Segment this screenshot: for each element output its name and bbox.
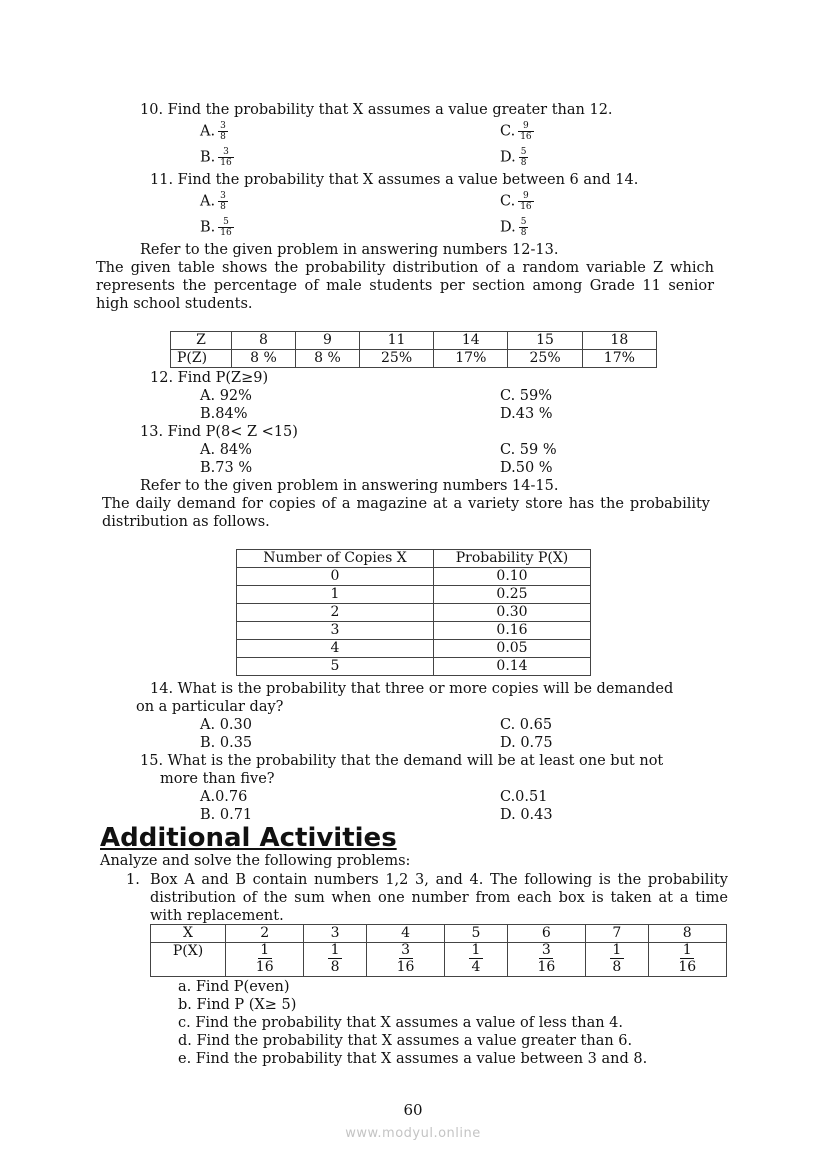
magazine-distribution-table <box>236 549 591 676</box>
q13-option-c: C. 59 % <box>500 442 557 458</box>
q11-option-d: D. $\frac{5}{8}$ <box>500 217 527 238</box>
q12-option-a: A. 92% <box>200 388 252 404</box>
q14-option-c: C. 0.65 <box>500 717 553 733</box>
q15-option-b: B. 0.71 <box>200 807 253 823</box>
table-row: 5 0.14 <box>237 658 591 676</box>
q10-option-b: B. $\frac{3}{16}$ <box>200 147 232 168</box>
q12-option-d: D.43 % <box>500 406 553 422</box>
section-intro: Analyze and solve the following problems: <box>100 853 411 869</box>
sub-question-a: a. Find P(even) <box>178 979 290 995</box>
fraction: $\frac{5}{16}$ <box>220 217 232 238</box>
q12-option-b: B.84% <box>200 406 248 422</box>
question-11: 11. Find the probability that X assumes a value between 6 and 14. <box>150 172 639 188</box>
fraction: $\frac{1}{8}$ <box>328 943 342 975</box>
q14-option-a: A. 0.30 <box>200 717 252 733</box>
q11-option-c: C. $\frac{9}{16}$ <box>500 191 532 212</box>
fraction: $\frac{9}{16}$ <box>520 121 532 142</box>
fraction: $\frac{1}{4}$ <box>469 943 483 975</box>
table-row: 4 0.05 <box>237 640 591 658</box>
sub-question-b: b. Find P (X≥ 5) <box>178 997 297 1013</box>
q15-option-c: C.0.51 <box>500 789 548 805</box>
question-15-line1: 15. What is the probability that the demand will be at least one but not <box>140 753 664 769</box>
q10-option-d: D. $\frac{5}{8}$ <box>500 147 527 168</box>
item-text: Box A and B contain numbers 1,2 3, and 4. The following is the probability distribution of the sum when one number from each box is taken at a time with replacement. <box>150 872 728 924</box>
table-header-row: Number of Copies X Probability P(X) <box>237 550 591 568</box>
q11-option-a: A. $\frac{3}{8}$ <box>200 191 226 212</box>
table-row: 2 0.30 <box>237 604 591 622</box>
fraction: $\frac{3}{16}$ <box>396 942 415 975</box>
item-number: 1. <box>126 872 140 888</box>
q10-option-a: A. $\frac{3}{8}$ <box>200 121 226 142</box>
page-number: 60 <box>403 1101 423 1119</box>
question-14-line1: 14. What is the probability that three or more copies will be demanded <box>150 681 674 697</box>
fraction: $\frac{3}{8}$ <box>220 121 226 142</box>
table-row: 3 0.16 <box>237 622 591 640</box>
sub-question-c: c. Find the probability that X assumes a value of less than 4. <box>178 1015 624 1031</box>
q12-option-c: C. 59% <box>500 388 553 404</box>
question-12: 12. Find P(Z≥9) <box>150 370 269 386</box>
question-13: 13. Find P(8< Z <15) <box>140 424 298 440</box>
q15-option-a: A.0.76 <box>200 789 248 805</box>
refer-14-15: Refer to the given problem in answering numbers 14-15. <box>140 478 559 494</box>
sum-distribution-table <box>150 924 727 977</box>
q14-option-d: D. 0.75 <box>500 735 553 751</box>
fraction: $\frac{1}{16}$ <box>255 942 274 975</box>
q13-option-a: A. 84% <box>200 442 252 458</box>
q13-option-b: B.73 % <box>200 460 253 476</box>
fraction: $\frac{5}{8}$ <box>520 217 527 238</box>
fraction: $\frac{3}{16}$ <box>537 942 556 975</box>
q13-option-d: D.50 % <box>500 460 553 476</box>
refer-12-13: Refer to the given problem in answering numbers 12-13. <box>140 242 559 258</box>
fraction: $\frac{1}{16}$ <box>678 942 697 975</box>
q15-option-d: D. 0.43 <box>500 807 553 823</box>
table-row: Z 8 9 11 14 15 18 <box>171 332 657 350</box>
sub-question-d: d. Find the probability that X assumes a value greater than 6. <box>178 1033 633 1049</box>
table-row: 0 0.10 <box>237 568 591 586</box>
q11-option-b: B. $\frac{5}{16}$ <box>200 217 232 238</box>
table-row: P(X) $\frac{1}{16}$ $\frac{1}{8}$ $\frac{3}{16}$ $\frac{1}{4}$ $\frac{3}{16}$ $\frac{1}{8}$ $\frac{1}{16}$ <box>151 943 727 977</box>
q14-option-b: B. 0.35 <box>200 735 253 751</box>
section-heading: Additional Activities <box>100 823 397 853</box>
watermark: www.modyul.online <box>345 1126 481 1141</box>
z-distribution-table <box>170 331 657 368</box>
question-14-line2: on a particular day? <box>136 699 284 715</box>
question-10: 10. Find the probability that X assumes a value greater than 12. <box>140 102 613 118</box>
fraction: $\frac{9}{16}$ <box>520 191 532 212</box>
fraction: $\frac{5}{8}$ <box>520 147 527 168</box>
table-row: X 2 3 4 5 6 7 8 <box>151 925 727 943</box>
q10-option-c: C. $\frac{9}{16}$ <box>500 121 532 142</box>
paragraph-z-distribution: The given table shows the probability distribution of a random variable Z which represents the percentage of male students per section among Grade 11 senior high school students. <box>96 260 714 312</box>
fraction: $\frac{3}{8}$ <box>220 191 226 212</box>
sub-question-e: e. Find the probability that X assumes a value between 3 and 8. <box>178 1051 648 1067</box>
paragraph-magazine: The daily demand for copies of a magazine at a variety store has the probability distribution as follows. <box>102 496 710 530</box>
fraction: $\frac{1}{8}$ <box>610 943 624 975</box>
fraction: $\frac{3}{16}$ <box>220 147 232 168</box>
table-row: P(Z) 8 % 8 % 25% 17% 25% 17% <box>171 350 657 368</box>
question-15-line2: more than five? <box>160 771 275 787</box>
table-row: 1 0.25 <box>237 586 591 604</box>
